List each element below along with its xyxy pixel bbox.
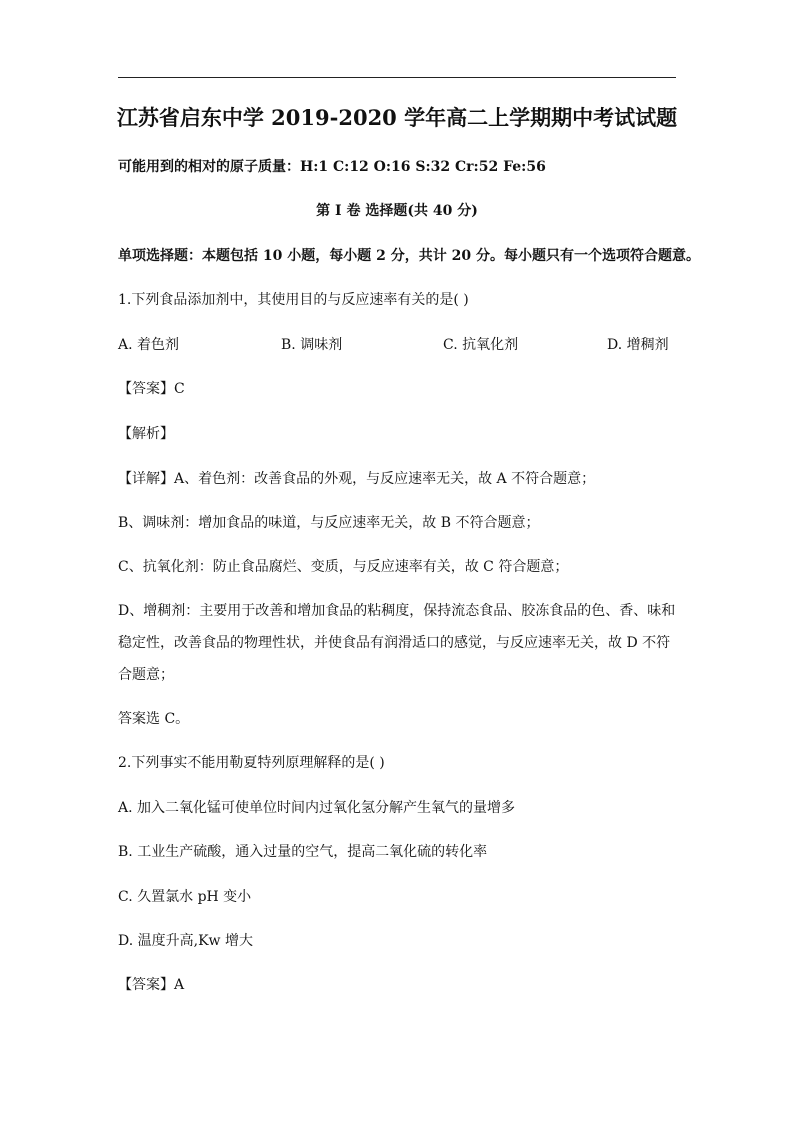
option-a: A. 着色剂 xyxy=(118,337,180,353)
header-rule xyxy=(118,77,676,78)
question-1-conclusion: 答案选 C。 xyxy=(118,711,190,727)
option-c: C. 久置氯水 pH 变小 xyxy=(118,889,252,905)
analysis-line: 合题意； xyxy=(118,667,174,683)
analysis-line: B、调味剂：增加食品的味道，与反应速率无关，故 B 不符合题意； xyxy=(118,515,540,531)
analysis-line: D、增稠剂：主要用于改善和增加食品的粘稠度，保持流态食品、胶冻食品的色、香、味和 xyxy=(118,603,676,619)
option-d: D. 增稠剂 xyxy=(607,337,669,353)
section-title: 第 I 卷 选择题(共 40 分) xyxy=(316,203,478,219)
question-1-options xyxy=(118,335,678,355)
analysis-line: C、抗氧化剂：防止食品腐烂、变质，与反应速率有关，故 C 符合题意； xyxy=(118,559,569,575)
option-c: C. 抗氧化剂 xyxy=(443,337,519,353)
atomic-masses: 可能用到的相对的原子质量：H:1 C:12 O:16 S:32 Cr:52 Fe:56 xyxy=(118,159,546,175)
question-1-stem: 1.下列食品添加剂中，其使用目的与反应速率有关的是( ) xyxy=(118,292,469,308)
question-1-answer: 【答案】C xyxy=(118,381,185,397)
question-1-analysis-header: 【解析】 xyxy=(118,426,174,442)
analysis-line: 【详解】A、着色剂：改善食品的外观，与反应速率无关，故 A 不符合题意； xyxy=(118,471,596,487)
question-2-stem: 2.下列事实不能用勒夏特列原理解释的是( ) xyxy=(118,755,385,771)
question-2-answer: 【答案】A xyxy=(118,977,185,993)
instructions: 单项选择题：本题包括 10 小题，每小题 2 分，共计 20 分。每小题只有一个选项符合题意。 xyxy=(118,248,700,264)
option-a: A. 加入二氧化锰可使单位时间内过氧化氢分解产生氧气的量增多 xyxy=(118,800,516,816)
option-d: D. 温度升高,Kw 增大 xyxy=(118,933,253,949)
exam-title: 江苏省启东中学 2019-2020 学年高二上学期期中考试试题 xyxy=(116,105,678,130)
option-b: B. 工业生产硫酸，通入过量的空气，提高二氧化硫的转化率 xyxy=(118,844,488,860)
analysis-line: 稳定性，改善食品的物理性状，并使食品有润滑适口的感觉，与反应速率无关，故 D 不符 xyxy=(118,635,671,651)
option-b: B. 调味剂 xyxy=(281,337,343,353)
